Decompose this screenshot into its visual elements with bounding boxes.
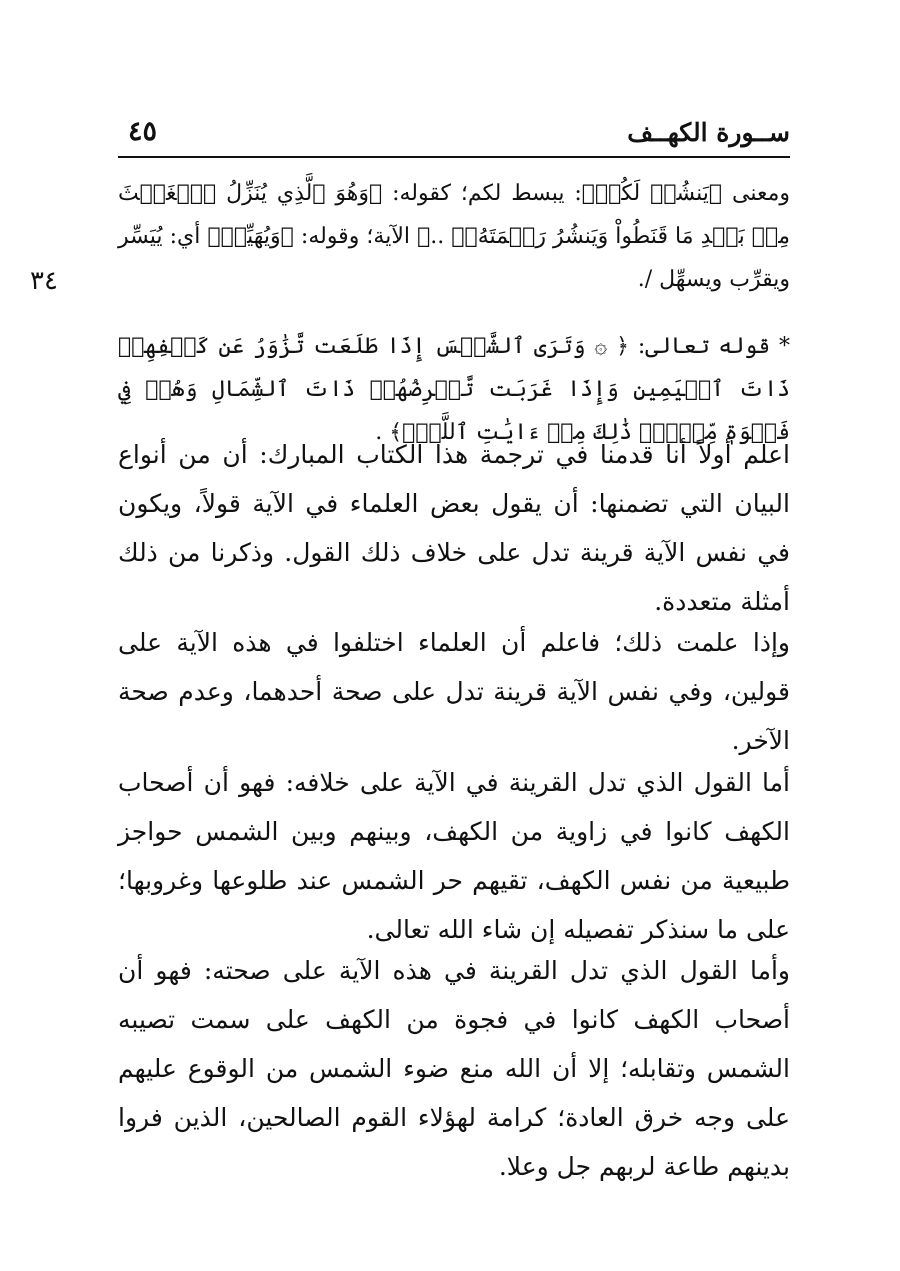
- verse-heading-end: .: [375, 420, 390, 445]
- verse-heading-quote: ﴿ ۞ وَتَرَى ٱلشَّمۡسَ إِذَا طَلَعَت تَّزَٰوَرُ عَن كَهۡفِهِمۡ ذَاتَ ٱلۡيَمِينِ وَإِذَا غَرَبَت تَّقۡرِضُهُمۡ ذَاتَ ٱلشِّمَالِ وَهُمۡ فِي فَجۡوَةٖ مِّنۡهُۚ ذَٰلِكَ مِنۡ ءَايَٰتِ ٱللَّهِۗ﴾: [118, 334, 790, 445]
- margin-page-reference: ٣٤: [30, 266, 58, 296]
- verse-heading-label: * قوله تعالى:: [628, 334, 790, 359]
- quran-quote-2: ﴿وَهُوَ ٱلَّذِي يُنَزِّلُ ٱلۡغَيۡثَ مِنۢ بَعۡدِ مَا قَنَطُواْ وَيَنشُرُ رَحۡمَتَهُۥۚ ..﴾: [118, 181, 790, 249]
- intro-text-3: الآية؛ وقوله:: [293, 224, 418, 249]
- body-paragraph-2: وإذا علمت ذلك؛ فاعلم أن العلماء اختلفوا في هذه الآية على قولين، وفي نفس الآية قرينة تدل على صحة أحدهما، وعدم صحة الآخر.: [118, 628, 790, 755]
- intro-text-1: ومعنى: [722, 181, 790, 206]
- body-paragraph-1: اعلم أولاً أنا قدمنا في ترجمة هذا الكتاب المبارك: أن من أنواع البيان التي تضمنها: أن يقول بعض العلماء في الآية قولاً، ويكون في نفس الآية قرينة تدل على خلاف ذلك القول. وذكرنا من ذلك أمثلة متعددة.: [118, 440, 790, 616]
- page-number: ٤٥: [128, 116, 158, 147]
- page-header: [118, 112, 790, 158]
- quran-quote-1: ﴿يَنشُرۡ لَكُمۡ﴾: [581, 181, 723, 206]
- surah-title: ســورة الكهــف: [627, 118, 790, 147]
- intro-paragraph: [118, 172, 790, 301]
- intro-text-4: أي: يُيَسِّر ويقرِّب ويسهِّل /.: [118, 224, 790, 292]
- intro-text-2: : يبسط لكم؛ كقوله:: [382, 181, 582, 206]
- body-paragraph-4: وأما القول الذي تدل القرينة في هذه الآية على صحته: فهو أن أصحاب الكهف كانوا في فجوة من الكهف على سمت تصيبه الشمس وتقابله؛ إلا أن الله منع ضوء الشمس من الوقوع عليهم على وجه خرق العادة؛ كرامة لهؤلاء القوم الصالحين، الذين فروا بدينهم طاعة لربهم جل وعلا.: [118, 956, 790, 1181]
- body-paragraph-3: أما القول الذي تدل القرينة في الآية على خلافه: فهو أن أصحاب الكهف كانوا في زاوية من الكهف، وبينهم وبين الشمس حواجز طبيعية من نفس الكهف، تقيهم حر الشمس عند طلوعها وغروبها؛ على ما سنذكر تفصيله إن شاء الله تعالى.: [118, 768, 790, 944]
- quran-quote-3: ﴿وَيُهَيِّئۡ﴾: [207, 224, 294, 249]
